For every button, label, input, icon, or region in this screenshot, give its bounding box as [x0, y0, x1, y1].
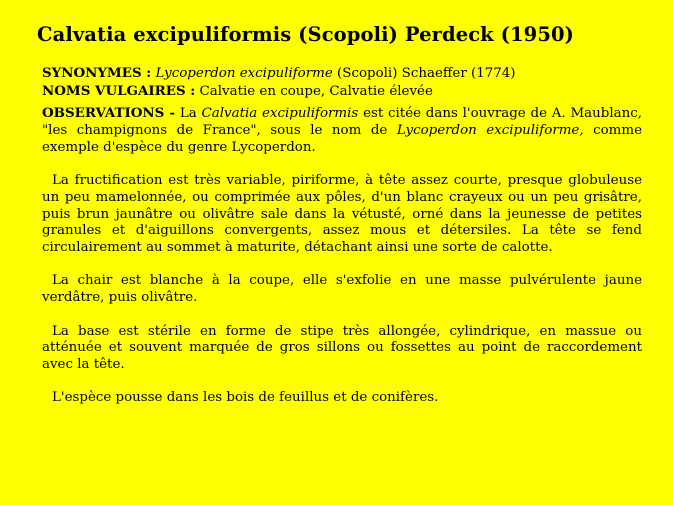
observations-paragraph — [42, 105, 642, 156]
synonymes-line — [42, 65, 642, 83]
synonyme-author: (Scopoli) Schaeffer (1774) — [337, 66, 516, 81]
observations-species-name: Calvatia excipuliformis — [201, 106, 359, 122]
chair-paragraph: La chair est blanche à la coupe, elle s'exfolie en une masse pulvérulente jaune verdâtre, puis olivâtre. — [42, 273, 642, 306]
synonymes-label: SYNONYMES : — [42, 65, 152, 81]
habitat-paragraph: L'espèce pousse dans les bois de feuillus et de conifères. — [52, 390, 439, 406]
noms-vulgaires-label: NOMS VULGAIRES : — [42, 82, 196, 99]
fructification-paragraph: La fructification est très variable, piriforme, à tête assez courte, presque globuleuse un peu mamelonnée, ou comprimée aux pôles, d'un blanc crayeux ou un peu grisâtre, puis brun jaunâtre ou olivâtre sale dans la vétusté, orné dans la jeunesse de petites granules et d'aiguillons convergents, assez mous et détersiles. La tête se fend circulairement au sommet à maturite, détachant ainsi une sorte de calotte. — [42, 173, 642, 256]
synonyme-name: Lycoperdon excipuliforme — [155, 66, 333, 81]
page-title: Calvatia excipuliformis (Scopoli) Perdeck (1950) — [37, 23, 575, 46]
observations-text-3: comme exemple d'espèce du genre Lycoperdon. — [42, 123, 643, 155]
observations-text-1: La — [179, 106, 197, 122]
observations-synonym-name: Lycoperdon excipuliforme, — [396, 123, 584, 139]
observations-label: OBSERVATIONS - — [42, 105, 176, 122]
base-paragraph: La base est stérile en forme de stipe très allongée, cylindrique, en massue ou atténuée et souvent marquée de gros sillons ou fossettes au point de raccordement avec la tête. — [42, 323, 642, 372]
noms-vulgaires-line — [42, 83, 642, 101]
observations-text-2: est citée dans l'ouvrage de A. Maublanc, "les champignons de France", sous le nom de — [42, 106, 642, 139]
species-description — [42, 65, 642, 407]
noms-vulgaires-text: Calvatie en coupe, Calvatie élevée — [199, 83, 433, 99]
